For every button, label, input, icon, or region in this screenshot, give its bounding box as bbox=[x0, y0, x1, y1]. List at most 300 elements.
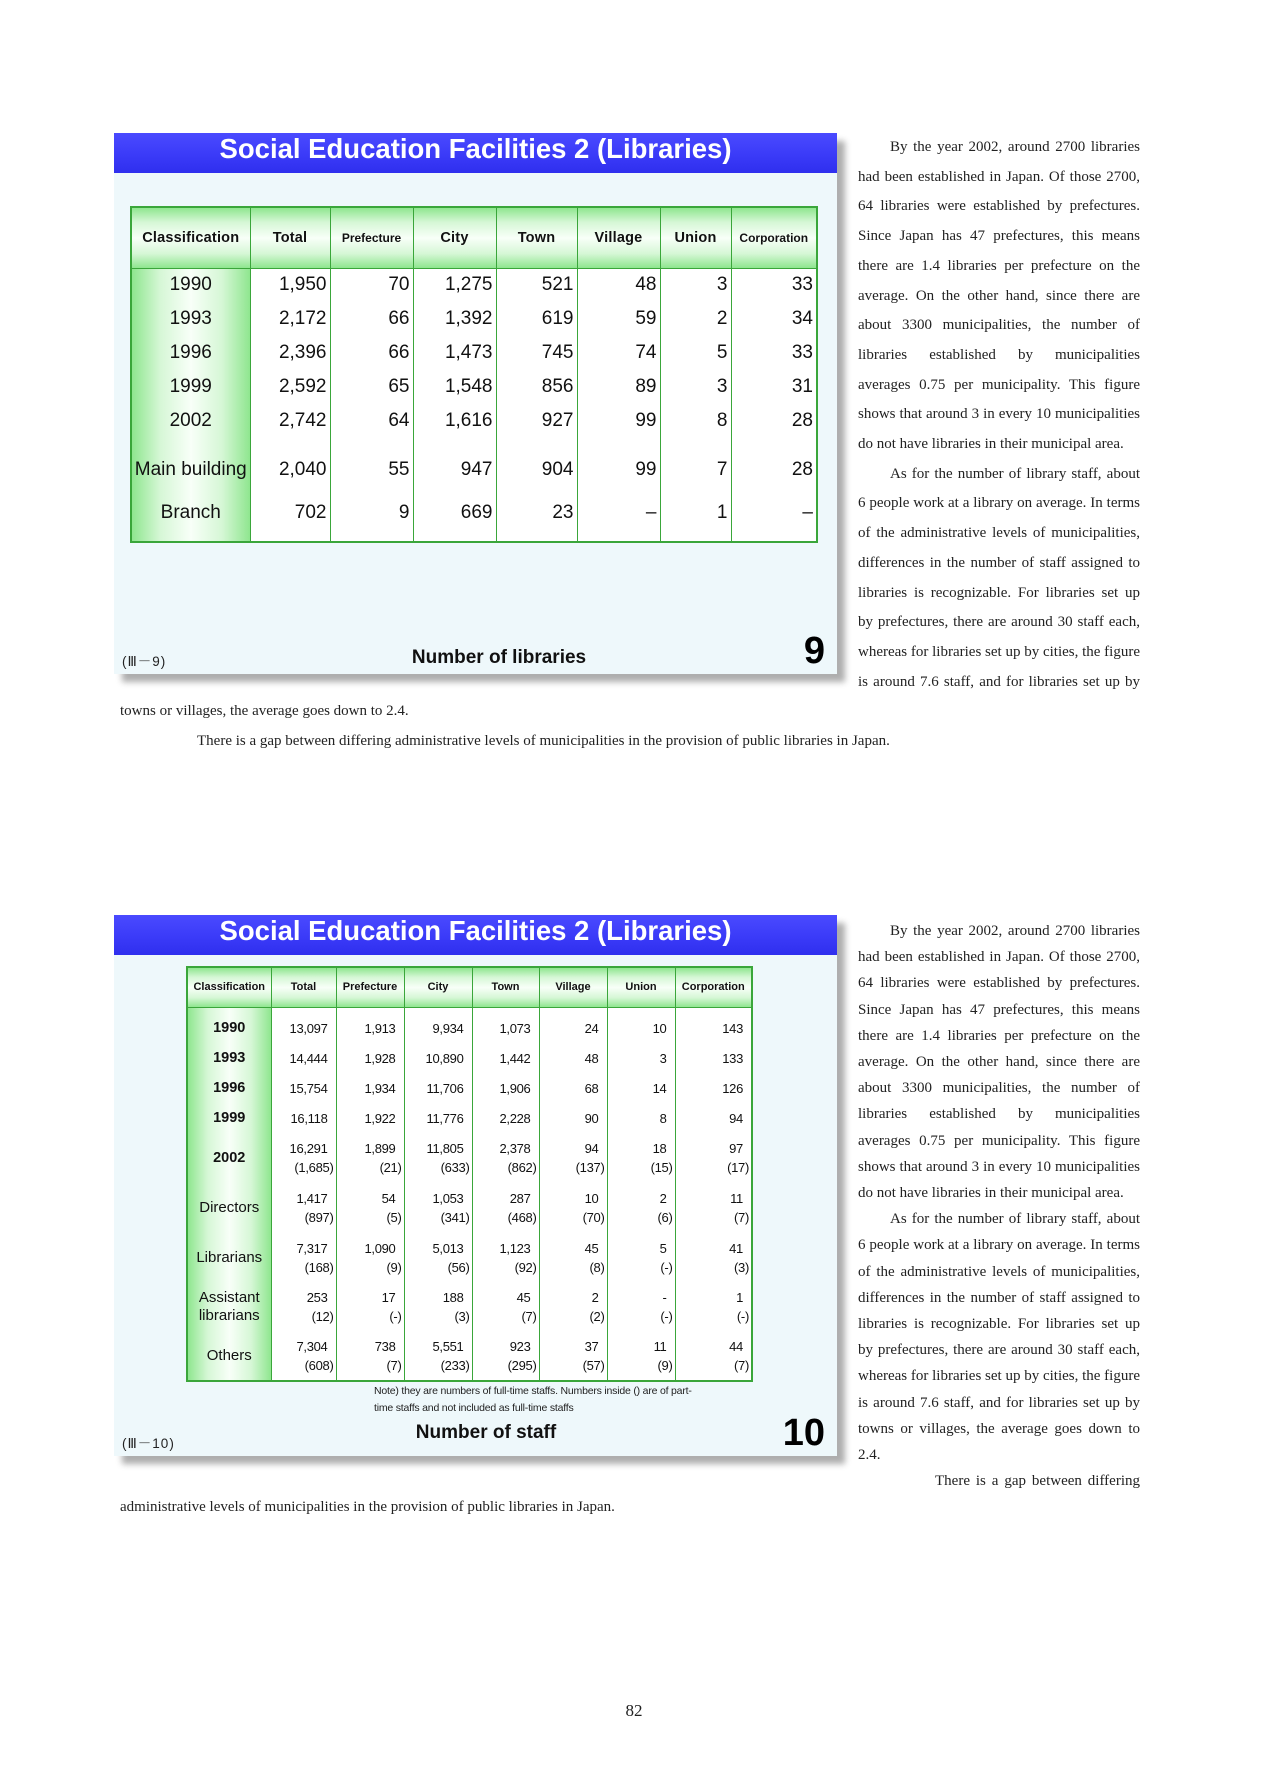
slide-title: Social Education Facilities 2 (Libraries) bbox=[114, 915, 837, 955]
col-header-total: Total bbox=[271, 967, 336, 1007]
value: 1,090 bbox=[364, 1241, 396, 1256]
part-time-value: (3) bbox=[454, 1309, 470, 1324]
value: 45 bbox=[584, 1241, 599, 1256]
value: 904 bbox=[541, 459, 574, 480]
col-header-classification: Classification bbox=[131, 207, 250, 268]
cell-town bbox=[472, 1133, 539, 1183]
cell-town bbox=[496, 268, 577, 302]
part-time-value: (608) bbox=[304, 1357, 334, 1373]
cell-town bbox=[472, 1233, 539, 1283]
value: 1,417 bbox=[296, 1191, 328, 1206]
part-time-value: (295) bbox=[507, 1357, 537, 1373]
value: 619 bbox=[541, 308, 574, 329]
part-time-value: (-) bbox=[389, 1309, 402, 1324]
value: 99 bbox=[635, 459, 657, 480]
part-time-value: (137) bbox=[575, 1160, 605, 1175]
value: 521 bbox=[541, 274, 574, 296]
slide-number-of-staff bbox=[114, 915, 837, 1456]
value: 3 bbox=[659, 1050, 667, 1066]
cell-corporation bbox=[675, 1331, 752, 1381]
cell-corporation bbox=[675, 1043, 752, 1073]
cell-prefecture bbox=[336, 1331, 404, 1381]
value: 17 bbox=[381, 1290, 396, 1305]
cell-total bbox=[271, 1133, 336, 1183]
value: 94 bbox=[729, 1110, 743, 1126]
cell-prefecture bbox=[330, 302, 413, 336]
cell-prefecture bbox=[336, 1073, 404, 1103]
cell-city bbox=[413, 302, 496, 336]
figure-label: (Ⅲ－9) bbox=[122, 654, 167, 669]
table-header-row bbox=[187, 967, 752, 1007]
cell-total bbox=[271, 1007, 336, 1043]
slide-caption: Number of staff bbox=[415, 1422, 557, 1443]
value: 2,396 bbox=[278, 342, 327, 363]
row-label: 1990 bbox=[131, 268, 250, 302]
cell-corporation bbox=[675, 1133, 752, 1183]
col-header-classification: Classification bbox=[187, 967, 271, 1007]
value: 70 bbox=[388, 274, 410, 296]
value: 7,317 bbox=[296, 1241, 328, 1256]
cell-village bbox=[539, 1283, 607, 1331]
row-label: 2002 bbox=[187, 1133, 271, 1183]
cell-town bbox=[472, 1043, 539, 1073]
value: 5,013 bbox=[432, 1241, 464, 1256]
row-label: 1990 bbox=[187, 1007, 271, 1043]
cell-corporation bbox=[731, 268, 817, 302]
cell-corporation bbox=[731, 336, 817, 370]
part-time-value: (8) bbox=[589, 1260, 605, 1275]
value: 15,754 bbox=[289, 1080, 328, 1096]
value: 2,378 bbox=[499, 1141, 531, 1156]
part-time-value: (7) bbox=[734, 1357, 749, 1373]
col-header-corporation: Corporation bbox=[675, 967, 752, 1007]
part-time-value: (6) bbox=[657, 1210, 673, 1225]
value: 48 bbox=[635, 274, 657, 296]
cell-corporation bbox=[675, 1103, 752, 1133]
cell-town bbox=[472, 1007, 539, 1043]
value: 702 bbox=[294, 501, 327, 523]
col-header-town: Town bbox=[472, 967, 539, 1007]
value: 89 bbox=[635, 376, 657, 397]
cell-city bbox=[413, 438, 496, 494]
cell-city bbox=[404, 1283, 472, 1331]
col-header-union: Union bbox=[607, 967, 675, 1007]
cell-corporation bbox=[675, 1283, 752, 1331]
cell-village bbox=[539, 1233, 607, 1283]
value: 99 bbox=[635, 410, 657, 431]
cell-city bbox=[413, 494, 496, 542]
value: 41 bbox=[729, 1241, 743, 1256]
value: 45 bbox=[516, 1290, 531, 1305]
value: 97 bbox=[729, 1141, 743, 1156]
value: 59 bbox=[635, 308, 657, 329]
value: 253 bbox=[306, 1290, 328, 1305]
table-row-branch bbox=[131, 494, 817, 542]
value: 11,706 bbox=[426, 1080, 464, 1096]
cell-town bbox=[472, 1103, 539, 1133]
col-header-prefecture: Prefecture bbox=[330, 207, 413, 268]
value: 5 bbox=[716, 342, 728, 363]
cell-town bbox=[472, 1331, 539, 1381]
slide-number: 10 bbox=[782, 1412, 825, 1454]
row-label: 2002 bbox=[131, 404, 250, 438]
table-row-others bbox=[187, 1331, 752, 1381]
paragraph-library-staff: As for the number of library staff, about 6 people work at a library on average. In terms of the administrative levels of municipalities, differences in the number of staff assigned to libraries is recognizable. For libraries set up by prefectures, there are around 30 staff each, whereas for libraries set up by cities, the figure is around 7.6 staff, and for libraries set up by towns or villages, the average goes down to 2.4. bbox=[858, 1211, 1140, 1464]
row-label: 1993 bbox=[131, 302, 250, 336]
cell-total bbox=[271, 1073, 336, 1103]
slide-title: Social Education Facilities 2 (Libraries) bbox=[114, 133, 837, 173]
value: 2 bbox=[716, 308, 728, 329]
cell-union bbox=[660, 404, 731, 438]
cell-city bbox=[404, 1043, 472, 1073]
slide-number: 9 bbox=[803, 630, 825, 672]
cell-city bbox=[413, 336, 496, 370]
cell-union bbox=[607, 1331, 675, 1381]
part-time-value: (15) bbox=[650, 1160, 673, 1175]
row-label: 1993 bbox=[187, 1043, 271, 1073]
cell-union bbox=[660, 438, 731, 494]
row-label: Others bbox=[187, 1331, 271, 1381]
value: 55 bbox=[388, 459, 410, 480]
part-time-value: (-) bbox=[660, 1309, 673, 1324]
cell-prefecture bbox=[330, 404, 413, 438]
cell-union bbox=[660, 336, 731, 370]
table-row-main-building bbox=[131, 438, 817, 494]
cell-town bbox=[472, 1073, 539, 1103]
col-header-total: Total bbox=[250, 207, 330, 268]
row-label: Librarians bbox=[187, 1233, 271, 1283]
cell-town bbox=[472, 1283, 539, 1331]
figure-label: (Ⅲ－10) bbox=[122, 1436, 175, 1451]
cell-union bbox=[607, 1103, 675, 1133]
row-label: 1999 bbox=[131, 370, 250, 404]
cell-prefecture bbox=[336, 1043, 404, 1073]
cell-corporation bbox=[731, 494, 817, 542]
cell-total bbox=[271, 1183, 336, 1233]
cell-corporation bbox=[731, 438, 817, 494]
value: 2,228 bbox=[499, 1110, 531, 1126]
row-label: 1996 bbox=[131, 336, 250, 370]
value: 1,275 bbox=[444, 274, 493, 296]
cell-union bbox=[607, 1073, 675, 1103]
part-time-value: (7) bbox=[521, 1309, 537, 1324]
cell-city bbox=[404, 1007, 472, 1043]
staff-table bbox=[186, 966, 753, 1382]
col-header-village: Village bbox=[577, 207, 660, 268]
page-number: 82 bbox=[625, 1701, 643, 1720]
slide-caption: Number of libraries bbox=[411, 647, 587, 668]
part-time-value: (897) bbox=[304, 1210, 334, 1225]
cell-total bbox=[250, 336, 330, 370]
cell-city bbox=[404, 1073, 472, 1103]
cell-village bbox=[539, 1043, 607, 1073]
value: 1,548 bbox=[444, 376, 493, 397]
table-row-1993 bbox=[187, 1043, 752, 1073]
part-time-value: (3) bbox=[734, 1260, 749, 1275]
cell-union bbox=[660, 268, 731, 302]
cell-prefecture bbox=[336, 1233, 404, 1283]
table-row-1999 bbox=[131, 370, 817, 404]
cell-village bbox=[577, 494, 660, 542]
part-time-value: (21) bbox=[379, 1160, 402, 1175]
value: 1,442 bbox=[499, 1050, 531, 1066]
value: 188 bbox=[442, 1290, 464, 1305]
cell-union bbox=[607, 1233, 675, 1283]
row-label: Assistant librarians bbox=[187, 1283, 271, 1331]
part-time-value: (57) bbox=[582, 1357, 605, 1373]
part-time-value: (233) bbox=[440, 1357, 470, 1373]
cell-city bbox=[404, 1133, 472, 1183]
cell-total bbox=[250, 404, 330, 438]
part-time-value: (17) bbox=[727, 1160, 749, 1175]
part-time-value: (-) bbox=[736, 1309, 749, 1324]
paragraph-library-count: By the year 2002, around 2700 libraries had been established in Japan. Of those 2700, 64 libraries were established by prefectures. Since Japan has 47 prefectures, this means there are 1.4 libraries per prefecture on the average. On the other hand, since there are about 3300 municipalities, the number of libraries established by municipalities averages 0.75 per municipality. This figure shows that around 3 in every 10 municipalities do not have libraries in their municipal area. bbox=[858, 923, 1140, 1202]
paragraph-library-staff: As for the number of library staff, about 6 people work at a library on average. In terms of the administrative levels of municipalities, differences in the number of staff assigned to libraries is recognizable. For libraries set up by prefectures, there are around 30 staff each, whereas for libraries set up by cities, the figure is around 7.6 staff, and for libraries set up by towns or villages, the average goes down to 2.4. bbox=[120, 465, 1140, 720]
value: 3 bbox=[716, 274, 728, 296]
cell-corporation bbox=[731, 370, 817, 404]
value: 34 bbox=[791, 308, 813, 329]
value: 9,934 bbox=[432, 1020, 464, 1036]
value: 24 bbox=[584, 1020, 599, 1036]
col-header-town: Town bbox=[496, 207, 577, 268]
cell-town bbox=[472, 1183, 539, 1233]
value: 7 bbox=[716, 459, 728, 480]
cell-town bbox=[496, 302, 577, 336]
part-time-value: (92) bbox=[514, 1260, 537, 1275]
cell-village bbox=[539, 1073, 607, 1103]
part-time-value: (341) bbox=[440, 1210, 470, 1225]
value: 16,118 bbox=[290, 1110, 328, 1126]
value: – bbox=[645, 501, 657, 523]
table-row-2002 bbox=[131, 404, 817, 438]
row-label: Branch bbox=[131, 494, 250, 542]
value: 2,040 bbox=[278, 459, 327, 480]
value: 1,053 bbox=[432, 1191, 464, 1206]
value: 1,950 bbox=[278, 274, 327, 296]
value: 28 bbox=[791, 459, 813, 480]
table-header-row bbox=[131, 207, 817, 268]
value: 11 bbox=[730, 1191, 743, 1206]
cell-total bbox=[250, 302, 330, 336]
cell-union bbox=[607, 1283, 675, 1331]
cell-village bbox=[577, 336, 660, 370]
part-time-value: (56) bbox=[447, 1260, 470, 1275]
value: 2 bbox=[591, 1290, 599, 1305]
cell-village bbox=[577, 404, 660, 438]
value: 5,551 bbox=[432, 1338, 464, 1354]
part-time-value: (7) bbox=[386, 1357, 402, 1373]
cell-village bbox=[577, 370, 660, 404]
value: 745 bbox=[541, 342, 574, 363]
table-row-librarians bbox=[187, 1233, 752, 1283]
value: 23 bbox=[552, 501, 574, 523]
value: 856 bbox=[541, 376, 574, 397]
value: 1,123 bbox=[499, 1241, 531, 1256]
cell-town bbox=[496, 370, 577, 404]
col-header-city: City bbox=[404, 967, 472, 1007]
cell-town bbox=[496, 336, 577, 370]
cell-village bbox=[539, 1133, 607, 1183]
cell-village bbox=[577, 268, 660, 302]
cell-prefecture bbox=[336, 1007, 404, 1043]
libraries-table bbox=[130, 206, 818, 543]
value: 947 bbox=[460, 459, 493, 480]
cell-village bbox=[539, 1103, 607, 1133]
table-row-2002 bbox=[187, 1133, 752, 1183]
value: 9 bbox=[398, 501, 410, 523]
value: 669 bbox=[460, 501, 493, 523]
cell-town bbox=[496, 438, 577, 494]
col-header-city: City bbox=[413, 207, 496, 268]
table-note-line: time staffs and not included as full-time staffs bbox=[374, 1402, 574, 1414]
cell-city bbox=[404, 1183, 472, 1233]
value: 64 bbox=[388, 410, 410, 431]
cell-corporation bbox=[675, 1007, 752, 1043]
value: – bbox=[802, 501, 813, 523]
cell-prefecture bbox=[330, 370, 413, 404]
value: 2 bbox=[659, 1191, 667, 1206]
cell-prefecture bbox=[330, 336, 413, 370]
cell-total bbox=[250, 438, 330, 494]
value: 7,304 bbox=[296, 1338, 328, 1354]
value: 11,776 bbox=[426, 1110, 464, 1126]
value: 8 bbox=[716, 410, 728, 431]
cell-town bbox=[496, 494, 577, 542]
value: 126 bbox=[722, 1080, 743, 1096]
value: 13,097 bbox=[289, 1020, 328, 1036]
value: 3 bbox=[716, 376, 728, 397]
value: 5 bbox=[659, 1241, 667, 1256]
col-header-union: Union bbox=[660, 207, 731, 268]
cell-city bbox=[404, 1331, 472, 1381]
cell-village bbox=[539, 1183, 607, 1233]
cell-union bbox=[607, 1007, 675, 1043]
cell-city bbox=[413, 268, 496, 302]
cell-total bbox=[271, 1103, 336, 1133]
value: 31 bbox=[791, 376, 813, 397]
value: 8 bbox=[659, 1110, 667, 1126]
part-time-value: (168) bbox=[304, 1260, 334, 1275]
value: 1 bbox=[716, 501, 728, 523]
paragraph-conclusion: There is a gap between differing administrative levels of municipalities in the provision of public libraries in Japan. bbox=[197, 733, 890, 750]
value: 1,934 bbox=[364, 1080, 396, 1096]
value: 1,922 bbox=[364, 1110, 396, 1126]
table-note bbox=[374, 1383, 692, 1417]
table-row-directors bbox=[187, 1183, 752, 1233]
cell-union bbox=[660, 302, 731, 336]
cell-total bbox=[271, 1283, 336, 1331]
row-label: 1996 bbox=[187, 1073, 271, 1103]
cell-corporation bbox=[675, 1073, 752, 1103]
value: 65 bbox=[388, 376, 410, 397]
value: 10 bbox=[652, 1020, 667, 1036]
table-row-1996 bbox=[131, 336, 817, 370]
cell-union bbox=[660, 370, 731, 404]
table-row-1996 bbox=[187, 1073, 752, 1103]
value: 33 bbox=[791, 274, 813, 296]
cell-city bbox=[404, 1103, 472, 1133]
value: 1 bbox=[736, 1290, 743, 1305]
cell-union bbox=[660, 494, 731, 542]
cell-city bbox=[404, 1233, 472, 1283]
part-time-value: (2) bbox=[589, 1309, 605, 1324]
table-row-1993 bbox=[131, 302, 817, 336]
cell-prefecture bbox=[330, 438, 413, 494]
part-time-value: (1,685) bbox=[294, 1160, 334, 1175]
table-row-1990 bbox=[187, 1007, 752, 1043]
paragraph-library-count: By the year 2002, around 2700 libraries had been established in Japan. Of those 2700, 64 libraries were established by prefectures. Since Japan has 47 prefectures, this means there are 1.4 libraries per prefecture on the average. On the other hand, since there are about 3300 municipalities, the number of libraries established by municipalities averages 0.75 per municipality. This figure shows that around 3 in every 10 municipalities do not have libraries in their municipal area. bbox=[858, 139, 1140, 453]
value: 28 bbox=[791, 410, 813, 431]
cell-total bbox=[271, 1043, 336, 1073]
value: 927 bbox=[541, 410, 574, 431]
value: 37 bbox=[584, 1338, 599, 1354]
cell-total bbox=[250, 494, 330, 542]
value: 287 bbox=[509, 1191, 531, 1206]
cell-prefecture bbox=[330, 494, 413, 542]
part-time-value: (5) bbox=[386, 1210, 402, 1225]
paragraph-conclusion: There is a gap between differing administrative levels of municipalities in the provision of public libraries in Japan. bbox=[120, 1473, 1140, 1516]
value: 1,906 bbox=[499, 1080, 531, 1096]
value: 10,890 bbox=[425, 1050, 464, 1066]
cell-town bbox=[496, 404, 577, 438]
col-header-village: Village bbox=[539, 967, 607, 1007]
col-header-corporation: Corporation bbox=[731, 207, 817, 268]
table-body bbox=[131, 268, 817, 542]
value: 10 bbox=[584, 1191, 599, 1206]
row-label: Directors bbox=[187, 1183, 271, 1233]
value: 94 bbox=[584, 1141, 599, 1156]
value: 1,928 bbox=[364, 1050, 396, 1066]
table-note-line: Note) they are numbers of full-time staffs. Numbers inside () are of part- bbox=[374, 1385, 692, 1397]
cell-prefecture bbox=[336, 1133, 404, 1183]
part-time-value: (468) bbox=[507, 1210, 537, 1225]
part-time-value: (9) bbox=[657, 1357, 673, 1373]
cell-corporation bbox=[731, 302, 817, 336]
cell-prefecture bbox=[336, 1283, 404, 1331]
cell-village bbox=[539, 1007, 607, 1043]
value: 923 bbox=[509, 1338, 531, 1354]
table-row-1990 bbox=[131, 268, 817, 302]
value: 90 bbox=[584, 1110, 599, 1126]
part-time-value: (70) bbox=[582, 1210, 605, 1225]
part-time-value: (862) bbox=[507, 1160, 537, 1175]
value: 133 bbox=[722, 1050, 743, 1066]
table-body bbox=[187, 1007, 752, 1381]
value: 11,805 bbox=[426, 1141, 464, 1156]
value: 54 bbox=[381, 1191, 396, 1206]
part-time-value: (9) bbox=[386, 1260, 402, 1275]
cell-village bbox=[539, 1331, 607, 1381]
row-label: Main building bbox=[131, 438, 250, 494]
table-row-1999 bbox=[187, 1103, 752, 1133]
value: 1,473 bbox=[444, 342, 493, 363]
table-row-assistant-librarians bbox=[187, 1283, 752, 1331]
cell-corporation bbox=[675, 1183, 752, 1233]
value: 143 bbox=[722, 1020, 743, 1036]
value: 2,172 bbox=[278, 308, 327, 329]
value: 1,073 bbox=[499, 1020, 531, 1036]
cell-total bbox=[250, 370, 330, 404]
cell-prefecture bbox=[336, 1103, 404, 1133]
value: 2,742 bbox=[278, 410, 327, 431]
part-time-value: (-) bbox=[660, 1260, 673, 1275]
value: 33 bbox=[791, 342, 813, 363]
part-time-value: (633) bbox=[440, 1160, 470, 1175]
cell-prefecture bbox=[330, 268, 413, 302]
value: 1,899 bbox=[364, 1141, 396, 1156]
value: 18 bbox=[652, 1141, 667, 1156]
value: 14,444 bbox=[289, 1050, 328, 1066]
